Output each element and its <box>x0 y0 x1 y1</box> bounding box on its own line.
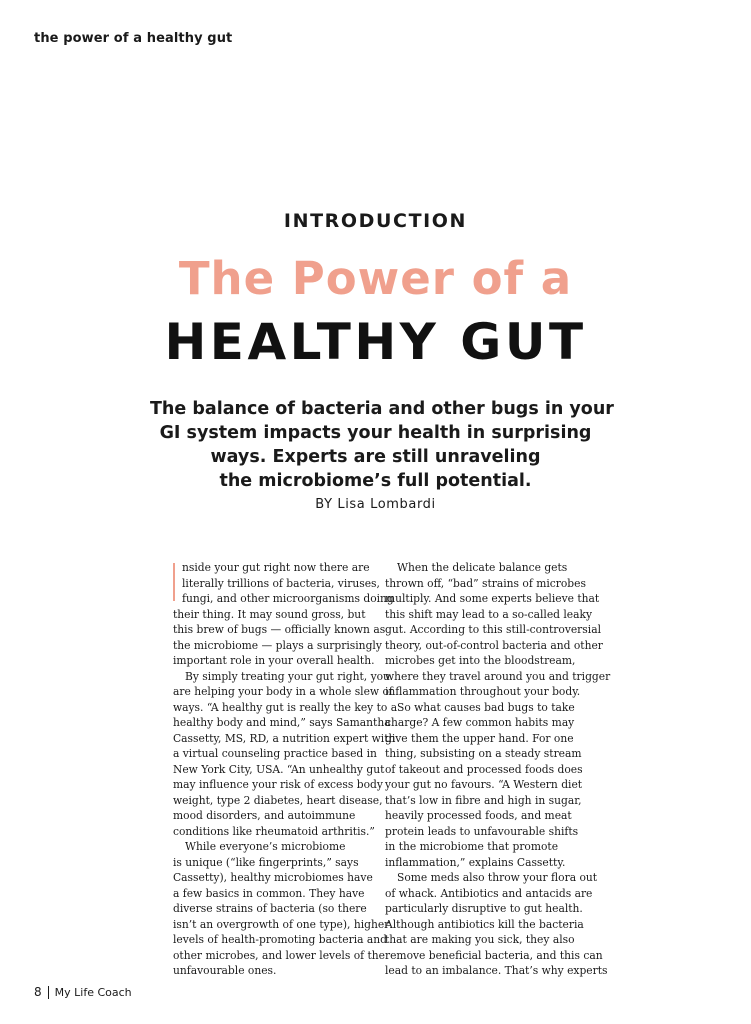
byline: BY Lisa Lombardi <box>315 497 436 512</box>
publication-name: My Life Coach <box>54 985 132 999</box>
body-line: is unique (“like fingerprints,” says <box>173 855 359 869</box>
body-line: Although antibiotics kill the bacteria <box>385 917 584 931</box>
body-line: important role in your overall health. <box>173 654 375 667</box>
deck-line: GI system impacts your health in surprising <box>159 423 592 443</box>
body-line: By simply treating your gut right, you <box>185 669 390 683</box>
body-line: lead to an imbalance. That’s why experts <box>385 964 608 977</box>
deck <box>150 397 614 493</box>
body-line: levels of health-promoting bacteria and <box>173 933 387 946</box>
body-line: your gut no favours. “A Western diet <box>385 778 583 791</box>
body-line: of takeout and processed foods does <box>385 762 583 776</box>
body-line: conditions like rheumatoid arthritis.” <box>173 824 375 838</box>
body-line: inflammation throughout your body. <box>385 685 581 698</box>
deck-line: The balance of bacteria and other bugs in your <box>150 399 614 419</box>
body-line: this brew of bugs — officially known as <box>173 623 386 636</box>
body-line: charge? A few common habits may <box>385 716 575 729</box>
body-line: the microbiome — plays a surprisingly <box>173 638 382 652</box>
body-line: While everyone’s microbiome <box>185 840 346 853</box>
body-line: thing, subsisting on a steady stream <box>385 747 582 760</box>
body-line: fungi, and other microorganisms doing <box>182 592 394 605</box>
body-line: microbes get into the bloodstream, <box>385 654 576 667</box>
body-line: thrown off, “bad” strains of microbes <box>385 576 586 590</box>
body-line: remove beneficial bacteria, and this can <box>385 948 603 962</box>
title-line-2: HEALTHY GUT <box>164 313 587 371</box>
body-line: gut. According to this still-controversial <box>385 623 601 636</box>
body-line: other microbes, and lower levels of the <box>173 948 385 962</box>
body-line: give them the upper hand. For one <box>385 731 574 745</box>
body-line: isn’t an overgrowth of one type), higher <box>173 917 390 931</box>
body-line: Cassetty, MS, RD, a nutrition expert with <box>173 731 396 745</box>
title-line-1: The Power of a <box>178 252 573 305</box>
folio-divider <box>48 986 49 999</box>
body-line: unfavourable ones. <box>173 964 277 977</box>
page-number: 8 <box>34 985 42 999</box>
body-line: mood disorders, and autoimmune <box>173 809 356 822</box>
body-line: protein leads to unfavourable shifts <box>385 824 579 838</box>
body-column-left <box>173 560 398 979</box>
body-line: this shift may lead to a so-called leaky <box>385 607 593 621</box>
body-line: Cassetty), healthy microbiomes have <box>173 871 373 884</box>
body-line: So what causes bad bugs to take <box>397 700 575 714</box>
body-line: ways. “A healthy gut is really the key to a <box>173 700 398 714</box>
folio <box>34 985 132 999</box>
body-line: a few basics in common. They have <box>173 886 365 900</box>
body-line: literally trillions of bacteria, viruses, <box>182 576 380 590</box>
body-line: New York City, USA. “An unhealthy gut <box>173 762 385 776</box>
deck-line: ways. Experts are still unraveling <box>210 447 541 467</box>
body-line: in the microbiome that promote <box>385 840 559 853</box>
body-line: weight, type 2 diabetes, heart disease, <box>173 793 383 807</box>
body-line: of whack. Antibiotics and antacids are <box>385 886 593 900</box>
body-line: may influence your risk of excess body <box>173 778 383 791</box>
running-head: the power of a healthy gut <box>34 31 233 46</box>
body-line: heavily processed foods, and meat <box>385 809 572 822</box>
body-line: Some meds also throw your flora out <box>397 871 598 884</box>
body-line: When the delicate balance gets <box>397 561 568 574</box>
body-line: a virtual counseling practice based in <box>173 747 377 760</box>
body-column-right <box>385 560 611 979</box>
body-line: particularly disruptive to gut health. <box>385 902 583 915</box>
body-line: that are making you sick, they also <box>385 933 575 946</box>
body-line: diverse strains of bacteria (so there <box>173 902 367 915</box>
body-line: theory, out-of-control bacteria and other <box>385 638 603 652</box>
section-kicker: INTRODUCTION <box>283 210 468 232</box>
body-line: nside your gut right now there are <box>182 561 370 574</box>
body-line: where they travel around you and trigger <box>385 669 611 683</box>
deck-line: the microbiome’s full potential. <box>219 471 532 491</box>
body-line: are helping your body in a whole slew of <box>173 685 393 698</box>
body-line: their thing. It may sound gross, but <box>173 607 366 621</box>
body-line: inflammation,” explains Cassetty. <box>385 855 566 869</box>
body-line: that’s low in fibre and high in sugar, <box>385 793 582 807</box>
body-line: multiply. And some experts believe that <box>385 592 600 605</box>
body-line: healthy body and mind,” says Samantha <box>173 716 391 729</box>
